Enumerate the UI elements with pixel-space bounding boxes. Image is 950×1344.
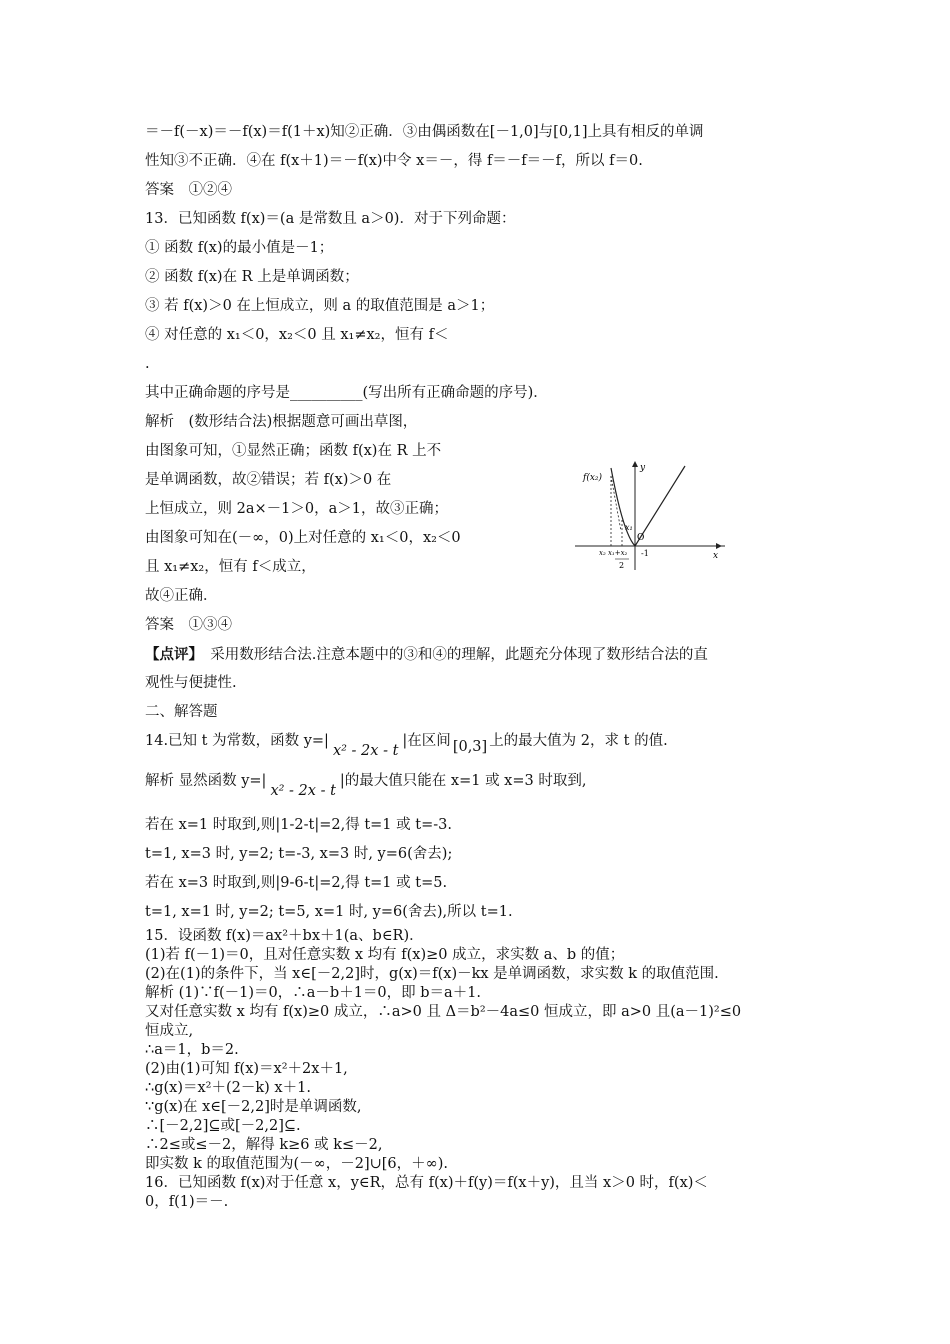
text-a-line: ② 函数 f(x)在 R 上是单调函数； <box>145 269 359 285</box>
question-14 <box>145 727 815 767</box>
label-origin: O <box>637 533 645 543</box>
text-c-line: (2)在(1)的条件下，当 x∈[－2,2]时，g(x)＝f(x)－kx 是单调函数，求实数 k 的取值范围. <box>145 966 719 982</box>
comment-line <box>145 640 815 669</box>
text-a-line: . <box>145 356 150 372</box>
text-a-line: 解析 (数形结合法)根据题意可画出草图， <box>145 414 418 430</box>
label-x1: x₁ <box>625 523 633 532</box>
sol14-suffix: |的最大值只能在 x=1 或 x=3 时取到, <box>339 773 587 789</box>
text-c-line: 0，f(1)＝－. <box>145 1194 229 1210</box>
text-a-line: 答案 ①②④ <box>145 182 232 198</box>
text-c-line: 即实数 k 的取值范围为(－∞，－2]∪[6，＋∞). <box>145 1156 448 1172</box>
text-b-line: t=1, x=1 时, y=2; t=5, x=1 时, y=6(舍去),所以 t=1. <box>145 904 513 920</box>
q14-mid: |在区间 <box>402 733 451 749</box>
text-c-line: ∴[－2,2]⊆或[－2,2]⊆. <box>145 1118 301 1134</box>
text-block-c <box>145 927 815 1212</box>
label-x: x <box>713 551 719 561</box>
text-c-line: ∴a＝1，b＝2. <box>145 1042 239 1058</box>
label-fx2: f(x₂) <box>583 473 603 483</box>
text-b-line: 若在 x=1 时取到,则|1-2-t|=2,得 t=1 或 t=-3. <box>145 817 452 833</box>
text-c-line: 又对任意实数 x 均有 f(x)≥0 成立，∴a>0 且 Δ＝b²－4a≤0 恒成立，即 a>0 且(a－1)²≤0 <box>145 1004 742 1020</box>
text-a-line: 其中正确命题的序号是__________(写出所有正确命题的序号)． <box>145 385 548 401</box>
text-a-line: 答案 ①③④ <box>145 617 232 633</box>
text-a-line: ＝－f(－x)＝－f(x)＝f(1＋x)知②正确．③由偶函数在[－1,0]与[0,1]上具有相反的单调 <box>145 124 704 140</box>
text-a-line: 是单调函数，故②错误；若 f(x)＞0 在 <box>145 472 392 488</box>
text-c-line: 恒成立, <box>145 1023 194 1039</box>
comment-text: 采用数形结合法.注意本题中的③和④的理解，此题充分体现了数形结合法的直 <box>195 647 708 663</box>
sol14-expression: x² - 2x - t <box>270 783 336 799</box>
text-c-line: 解析 (1)∵f(－1)＝0，∴a－b＋1＝0，即 b＝a＋1. <box>145 985 482 1001</box>
text-a-line: ③ 若 f(x)＞0 在上恒成立，则 a 的取值范围是 a＞1； <box>145 298 495 314</box>
text-a-line: ① 函数 f(x)的最小值是－1； <box>145 240 334 256</box>
section-heading: 二、解答题 <box>145 704 218 720</box>
text-a-line: 且 x₁≠x₂，恒有 f＜成立， <box>145 559 316 575</box>
solution-14 <box>145 767 815 811</box>
q14-expression: x² - 2x - t <box>332 743 399 759</box>
sol14-prefix: 解析 显然函数 y=| <box>145 773 267 789</box>
q14-suffix: 上的最大值为 2，求 t 的值. <box>489 733 668 749</box>
document-page <box>145 118 815 1212</box>
label-two: 2 <box>619 561 625 570</box>
text-b-line: 若在 x=3 时取到,则|9-6-t|=2,得 t=1 或 t=5. <box>145 875 448 891</box>
text-c-line: ∴2≤或≤－2，解得 k≥6 或 k≤－2, <box>145 1137 383 1153</box>
text-c-line: (1)若 f(－1)＝0，且对任意实数 x 均有 f(x)≥0 成立，求实数 a、b 的值； <box>145 947 625 963</box>
label-bottom: x₂ x₁+x₂ <box>599 549 628 557</box>
text-c-line: 16．已知函数 f(x)对于任意 x，y∈R，总有 f(x)＋f(y)＝f(x＋y)，且当 x＞0 时，f(x)＜ <box>145 1175 708 1191</box>
text-a-line: ④ 对任意的 x₁＜0，x₂＜0 且 x₁≠x₂，恒有 f＜ <box>145 327 449 343</box>
q14-prefix: 14.已知 t 为常数，函数 y=| <box>145 733 329 749</box>
text-c-line: (2)由(1)可知 f(x)＝x²＋2x＋1, <box>145 1061 348 1077</box>
text-a-line: 由图象可知在(－∞，0)上对任意的 x₁＜0，x₂＜0 <box>145 530 461 546</box>
text-b-line: t=1, x=3 时, y=2; t=-3, x=3 时, y=6(舍去); <box>145 846 453 862</box>
label-neg1: -1 <box>641 549 649 558</box>
comment-line-2: 观性与便捷性. <box>145 675 237 691</box>
text-a-line: 13．已知函数 f(x)＝(a 是常数且 a＞0)．对于下列命题： <box>145 211 516 227</box>
text-a-line: 上恒成立，则 2a×－1＞0，a＞1，故③正确； <box>145 501 448 517</box>
function-graph <box>575 458 725 570</box>
text-c-line: 15．设函数 f(x)＝ax²＋bx＋1(a、b∈R)． <box>145 928 424 944</box>
text-c-line: ∴g(x)＝x²＋(2－k) x＋1. <box>145 1080 311 1096</box>
label-y: y <box>640 463 646 473</box>
text-c-line: ∵g(x)在 x∈[－2,2]时是单调函数, <box>145 1099 362 1115</box>
q14-interval: [0,3] <box>452 739 488 755</box>
text-a-line: 故④正确． <box>145 588 218 604</box>
text-block-b <box>145 811 815 927</box>
comment-label: 【点评】 <box>145 646 196 663</box>
text-a-line: 由图象可知，①显然正确；函数 f(x)在 R 上不 <box>145 443 442 459</box>
text-a-line: 性知③不正确．④在 f(x＋1)＝－f(x)中令 x＝－，得 f＝－f＝－f，所以 f＝0. <box>145 153 643 169</box>
